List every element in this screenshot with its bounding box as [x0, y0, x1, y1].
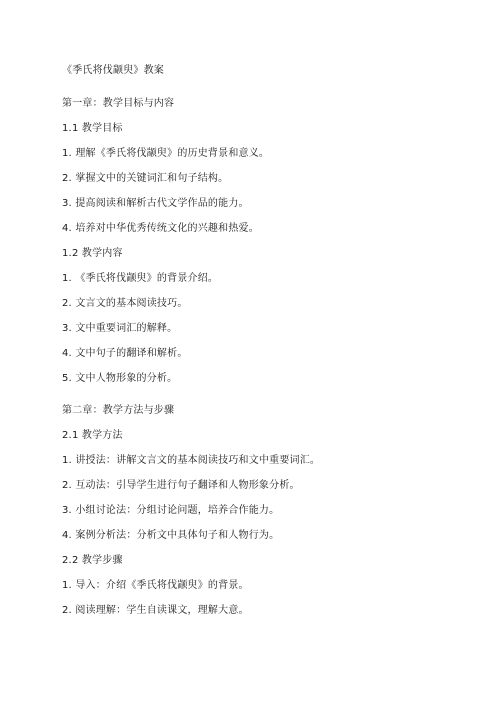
list-item: 2. 互动法：引导学生进行句子翻译和人物形象分析。: [62, 480, 300, 491]
list-item: 1. 《季氏将伐颛臾》的背景介绍。: [62, 273, 219, 284]
list-item: 4. 培养对中华优秀传统文化的兴趣和热爱。: [62, 223, 259, 234]
list-item: 1. 理解《季氏将伐颛臾》的历史背景和意义。: [62, 148, 270, 159]
chapter1-heading: 第一章：教学目标与内容: [62, 98, 175, 109]
list-item: 1. 讲授法：讲解文言文的基本阅读技巧和文中重要词汇。: [62, 455, 321, 466]
list-item: 5. 文中人物形象的分析。: [62, 373, 178, 384]
section-1-2-heading: 1.2 教学内容: [62, 248, 123, 259]
list-item: 4. 文中句子的翻译和解析。: [62, 348, 188, 359]
document-title: 《季氏将伐颛臾》教案: [62, 65, 164, 76]
list-item: 2. 文言文的基本阅读技巧。: [62, 298, 188, 309]
section-2-2-heading: 2.2 教学步骤: [62, 555, 123, 566]
list-item: 4. 案例分析法：分析文中具体句子和人物行为。: [62, 530, 280, 541]
list-item: 2. 掌握文中的关键词汇和句子结构。: [62, 173, 229, 184]
list-item: 3. 提高阅读和解析古代文学作品的能力。: [62, 198, 249, 209]
list-item: 3. 小组讨论法：分组讨论问题，培养合作能力。: [62, 505, 280, 516]
section-2-1-heading: 2.1 教学方法: [62, 430, 123, 441]
chapter2-heading: 第二章：教学方法与步骤: [62, 405, 175, 416]
list-item: 2. 阅读理解：学生自读课文，理解大意。: [62, 605, 249, 616]
list-item: 3. 文中重要词汇的解释。: [62, 323, 178, 334]
section-1-1-heading: 1.1 教学目标: [62, 123, 123, 134]
list-item: 1. 导入：介绍《季氏将伐颛臾》的背景。: [62, 580, 249, 591]
